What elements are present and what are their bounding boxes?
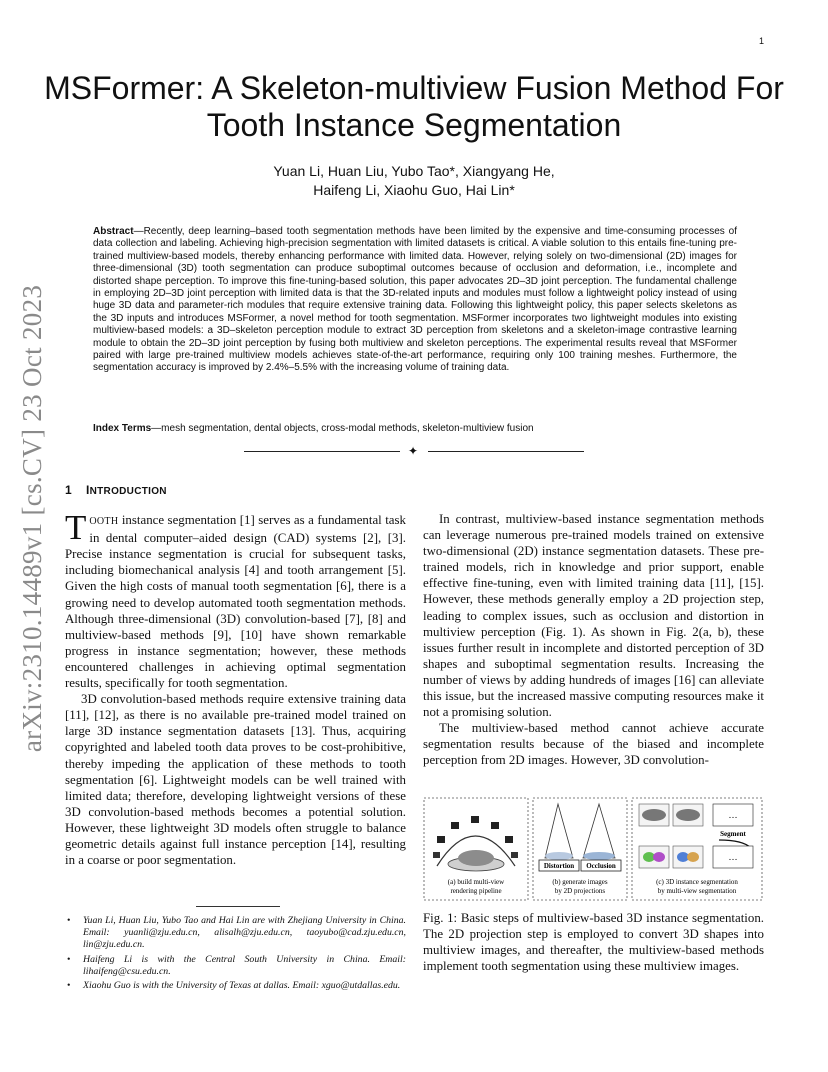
panel-c-label-1: (c) 3D instance segmentation xyxy=(656,878,738,886)
section-separator xyxy=(244,445,584,459)
separator-diamond-icon: ✦ xyxy=(408,444,419,458)
figure-1-diagram xyxy=(423,796,764,902)
section-number: 1 xyxy=(65,483,72,497)
arxiv-stamp xyxy=(17,284,48,752)
abstract-label: Abstract xyxy=(93,226,134,237)
abstract xyxy=(93,226,737,375)
page-number: 1 xyxy=(758,36,764,46)
author-list xyxy=(60,162,768,200)
arxiv-stamp-text: arXiv:2310.14489v1 [cs.CV] 23 Oct 2023 xyxy=(17,284,48,752)
footnote-rule xyxy=(196,906,280,907)
segmented-tooth xyxy=(687,852,699,862)
panel-a-tooth-crown xyxy=(458,850,494,866)
panel-b-label-1: (b) generate images xyxy=(552,878,608,886)
segment-label: Segment xyxy=(720,830,746,838)
section-title-rest: NTRODUCTION xyxy=(89,486,167,497)
left-column xyxy=(65,482,406,868)
dropcap-letter: T xyxy=(65,508,87,548)
camera-icon xyxy=(433,852,440,858)
distortion-frustum xyxy=(545,804,573,858)
separator-line-right xyxy=(428,451,584,452)
input-more-dots: … xyxy=(728,810,738,820)
segmented-tooth xyxy=(653,852,665,862)
paper-title: MSFormer: A Skeleton-multiview Fusion Method For Tooth Instance Segmentation xyxy=(44,70,784,143)
footnote-2: • Haifeng Li is with the Central South University in China. Email: lihaifeng@csu.edu.cn. xyxy=(65,954,406,978)
section-heading-introduction xyxy=(65,482,406,500)
camera-icon xyxy=(505,836,513,843)
section-title-initial: I xyxy=(85,483,90,497)
camera-icon xyxy=(451,822,459,829)
footnotes xyxy=(65,915,406,994)
distortion-label: Distortion xyxy=(543,862,575,870)
intro-paragraph-4: The multiview-based method cannot achieve accurate segmentation results because of the biased and incomplete perception from 2D images. However, 3D convolution- xyxy=(423,721,764,768)
index-terms-label: Index Terms xyxy=(93,423,152,434)
separator-line-left xyxy=(244,451,400,452)
abstract-text: —Recently, deep learning–based tooth segmentation methods have been limited by the expensive and time-consuming processes of data collection and labeling. Achieving high-precision segmentation with limited datasets is critical. A viable solution to this entails fine-tuning pre-trained multiview-based models, thereby enhancing performance with limited data. However, relying solely on two-dimensional (2D) images for three-dimensional (3D) tooth segmentation can produce suboptimal outcomes because of occlusion and deformation, i.e., incomplete and distorted shape perception. To improve this fine-tuning-based solution, this paper advocates 2D–3D joint perception. The fundamental challenge in employing 2D–3D joint perception with limited data is that the 3D-related inputs and modules must follow a lightweight policy instead of using huge 3D data and parameter-rich modules that require extensive training data. Following this lightweight policy, this paper selects skeletons as the 3D inputs and introduces MSFormer, a novel method for tooth segmentation. MSFormer incorporates two lightweight modules into existing multiview-based models: a 3D–skeleton perception module to extract 3D perception from skeletons and a skeleton-image contrastive learning module to obtain the 2D–3D joint perception by fusing both multiview and skeleton perceptions. The experimental results reveal that MSFormer paired with large pre-trained multiview models achieves state-of-the-art performance, requiring only 100 training meshes. Furthermore, the segmentation accuracy is improved by 2.4%–5.5% with the increasing volume of training data. xyxy=(93,226,737,374)
footnote-3: • Xiaohu Guo is with the University of Texas at dallas. Email: xguo@utdallas.edu. xyxy=(65,980,406,992)
author-line-1: Yuan Li, Huan Liu, Yubo Tao*, Xiangyang He, xyxy=(273,163,555,179)
intro-smallcaps: OOTH xyxy=(89,516,119,528)
panel-c-label-2: by multi-view segmentation xyxy=(657,887,737,895)
intro-paragraph-3: In contrast, multiview-based instance segmentation methods can leverage numerous pre-trained models trained on extensive two-dimensional (2D) instance segmentation datasets. These pre-trained models, rich in knowledge and prior support, enable effective fine-tuning, even with limited training data [11], [15]. However, these methods generally employ a 2D projection step, leading to complex issues, such as occlusion and distortion in multiview perception (Fig. 1). As shown in Fig. 2(a, b), these issues further result in incomplete and distorted perception of 3D shapes and suboptimal segmentation results. Increasing the number of views by adding hundreds of images [16] can alleviate this issue, but the increased massive computing resources make it not a promising solution. xyxy=(423,512,764,720)
camera-icon xyxy=(491,822,499,829)
camera-icon xyxy=(471,816,479,823)
panel-a-label-1: (a) build multi-view xyxy=(447,878,505,886)
output-more-dots: … xyxy=(728,852,738,862)
occlusion-projection xyxy=(583,852,615,860)
panel-b-label-2: by 2D projections xyxy=(554,887,606,895)
occlusion-label: Occlusion xyxy=(586,862,616,870)
intro-paragraph-1 xyxy=(65,508,406,691)
index-terms-text: —mesh segmentation, dental objects, cross-modal methods, skeleton-multiview fusion xyxy=(151,423,534,434)
footnote-1: • Yuan Li, Huan Liu, Yubo Tao and Hai Lin are with Zhejiang University in China. Email: yuanli@zju.edu.cn, alisalh@zju.edu.cn, taoyubo@cad.zju.edu.cn, lin@zju.edu.cn. xyxy=(65,915,406,952)
camera-icon xyxy=(511,852,518,858)
intro-paragraph-2: 3D convolution-based methods require extensive training data [11], [12], as there is no available pre-trained model trained on large 3D instance segmentation datasets [13]. Thus, acquiring copyrighted and labeled tooth data proves to be cost-prohibitive, thereby impeding the application of these methods to tooth segmentation [6]. Lightweight models can be well trained with limited data; therefore, developing lightweight versions of these 3D convolution-based methods becomes a potential solution. However, these lightweight 3D models often struggle to balance geometric details against full instance perception [14], resulting in a coarse or poor segmentation. xyxy=(65,692,406,868)
input-view-2-tooth xyxy=(676,809,700,821)
author-line-2: Haifeng Li, Xiaohu Guo, Hai Lin* xyxy=(313,182,515,198)
index-terms xyxy=(93,423,737,435)
panel-a-label-2: rendering pipeline xyxy=(450,887,502,895)
figure-1-caption: Fig. 1: Basic steps of multiview-based 3D instance segmentation. The 2D projection step is employed to convert 3D shapes into multiview images, and thereafter, the multiview-based methods implement tooth segmentation using these multiview images. xyxy=(423,911,764,974)
camera-icon xyxy=(437,836,445,843)
distortion-projection xyxy=(545,852,573,860)
intro-paragraph-1-text: instance segmentation [1] serves as a fundamental task in dental computer–aided design (CAD) systems [2], [3]. Precise instance segmentation is crucial for subsequent tasks, including biomechanical analysis [4] and tooth arrangement [5]. Given the high costs of manual tooth segmentation [6], there is a growing need to develop automated tooth segmentation methods. Although three-dimensional (3D) convolution-based [7], [8] and multiview-based methods [9], [10] have shown remarkable progress in instance segmentation; however, these methods encountered challenges in achieving optimal segmentation results, specifically for tooth segmentation. xyxy=(65,513,406,691)
right-column xyxy=(423,511,764,769)
occlusion-frustum xyxy=(583,804,615,858)
input-view-1-tooth xyxy=(642,809,666,821)
figure-1 xyxy=(423,796,764,902)
